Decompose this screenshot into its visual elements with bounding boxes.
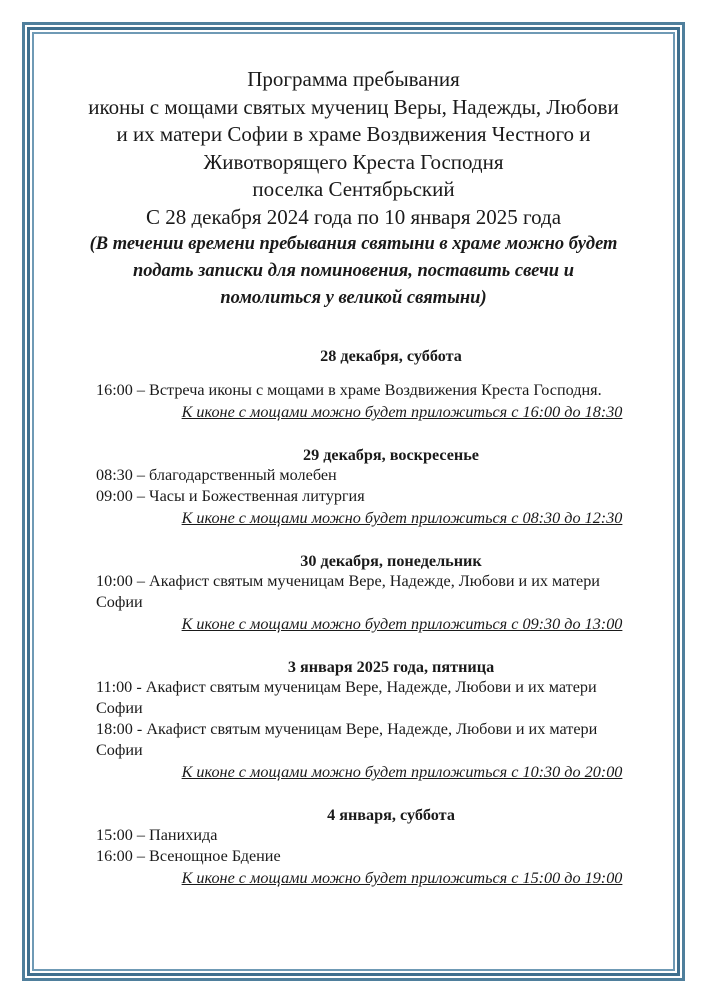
title-line: Животворящего Креста Господня [203,149,504,174]
day-section [96,346,666,423]
event-line: 09:00 – Часы и Божественная литургия [96,487,365,505]
event-line: 16:00 – Встреча иконы с мощами в храме Воздвижения Креста Господня. [96,381,602,399]
event-line: Софии [96,593,143,611]
document-title [40,66,667,231]
veneration-time: К иконе с мощами можно будет приложиться с 16:00 до 18:30 [181,403,623,421]
day-heading: 28 декабря, суббота [320,347,462,365]
note-line: (В течении времени пребывания святыни в храме можно будет [89,234,618,254]
title-line: поселка Сентябрьский [252,177,455,201]
schedule [96,346,666,889]
day-heading: 3 января 2025 года, пятница [287,658,495,676]
day-section [96,551,666,635]
veneration-time: К иконе с мощами можно будет приложиться с 08:30 до 12:30 [181,509,623,527]
veneration-time: К иконе с мощами можно будет приложиться с 10:30 до 20:00 [181,763,623,781]
day-heading: 29 декабря, воскресенье [303,446,479,464]
veneration-time: К иконе с мощами можно будет приложиться с 15:00 до 19:00 [181,869,623,887]
event-line: 08:30 – благодарственный молебен [96,466,337,484]
day-section [96,657,666,783]
title-line: иконы с мощами святых мучениц Веры, Надежды, Любови [88,94,619,119]
event-line: Софии [96,699,143,717]
note-line: помолиться у великой святыни) [220,288,487,308]
title-line: и их матери Софии в храме Воздвижения Честного и [116,122,591,146]
day-section [96,805,666,889]
event-line: 18:00 - Акафист святым мученицам Вере, Надежде, Любови и их матери [96,720,598,738]
title-line: С 28 декабря 2024 года по 10 января 2025 года [145,204,562,229]
title-line: Программа пребывания [247,67,460,91]
event-line: 11:00 - Акафист святым мученицам Вере, Надежде, Любови и их матери [96,678,597,696]
veneration-time: К иконе с мощами можно будет приложиться с 09:30 до 13:00 [181,615,623,633]
day-heading: 30 декабря, понедельник [300,552,482,570]
event-line: 10:00 – Акафист святым мученицам Вере, Надежде, Любови и их матери [96,572,600,590]
note-line: подать записки для поминовения, поставить свечи и [132,261,575,281]
event-line: 15:00 – Панихида [96,826,218,844]
day-heading: 4 января, суббота [327,806,455,824]
day-section [96,445,666,529]
event-line: 16:00 – Всенощное Бдение [96,847,281,865]
event-line: Софии [96,741,143,759]
shrine-note [60,231,647,312]
